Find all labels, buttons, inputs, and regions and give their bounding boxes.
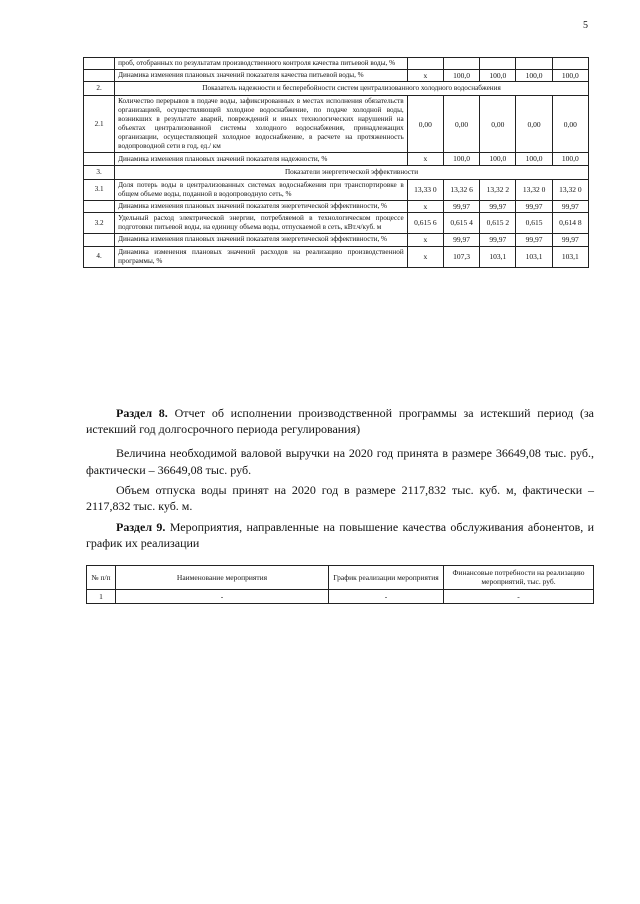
indicator-value: 99,97 xyxy=(443,234,479,246)
indicator-value: х xyxy=(407,70,443,82)
indicator-value: 100,0 xyxy=(516,153,552,165)
water-volume-paragraph: Объем отпуска воды принят на 2020 год в размере 2117,832 тыс. куб. м, фактически – 2117,832 тыс. куб. м. xyxy=(86,482,594,513)
section-9-label: Раздел 9. xyxy=(116,520,166,534)
indicator-description: Доля потерь воды в централизованных системах водоснабжения при транспортировке в общем объеме воды, поданной в водопроводную сеть, % xyxy=(115,179,408,200)
row-number xyxy=(84,70,115,82)
indicator-value: 0,615 4 xyxy=(443,213,479,234)
indicator-value xyxy=(516,58,552,70)
indicator-description: Динамика изменения плановых значений показателя качества питьевой воды, % xyxy=(115,70,408,82)
indicator-value: х xyxy=(407,234,443,246)
indicator-value: 0,00 xyxy=(407,96,443,153)
indicator-value: 13,32 6 xyxy=(443,179,479,200)
indicator-value: х xyxy=(407,200,443,212)
measures-header-row xyxy=(87,566,594,590)
section-9 xyxy=(86,519,594,551)
section-8-label: Раздел 8. xyxy=(116,406,168,420)
indicator-description: Количество перерывов в подаче воды, зафиксированных в местах исполнения обязательств организацией, осуществляющей холодное водоснабжение, по подаче холодной воды, возникших в результате аварий, повреждений и иных технологических нарушений на объектах централизованной системы холодного водоснабжения, принадлежащих организации, осуществляющей холодное водоснабжение, в расчете на протяженность водопроводной сети в год, ед./ км xyxy=(115,96,408,153)
section-9-heading xyxy=(86,519,594,551)
col-finance-header: Финансовые потребности на реализацию мероприятий, тыс. руб. xyxy=(444,566,594,590)
table-row xyxy=(84,70,589,82)
table-row xyxy=(84,246,589,267)
indicator-description: Динамика изменения плановых значений показателя энергетической эффективности, % xyxy=(115,234,408,246)
indicator-value: 0,615 xyxy=(516,213,552,234)
col-schedule-header: График реализации мероприятия xyxy=(329,566,444,590)
indicator-value: 0,615 2 xyxy=(480,213,516,234)
indicator-value: 0,00 xyxy=(516,96,552,153)
indicator-value: х xyxy=(407,246,443,267)
measures-table xyxy=(86,565,594,604)
indicator-value: 100,0 xyxy=(516,70,552,82)
indicator-value xyxy=(407,58,443,70)
section-8 xyxy=(86,405,594,514)
indicator-value xyxy=(480,58,516,70)
row-number: 3. xyxy=(84,165,115,179)
section-8-heading xyxy=(86,405,594,437)
indicator-value: 13,32 0 xyxy=(552,179,588,200)
indicator-value: 0,00 xyxy=(480,96,516,153)
indicator-value: 99,97 xyxy=(480,234,516,246)
table-row xyxy=(84,179,589,200)
table-section-row xyxy=(84,82,589,96)
col-number-header: № п/п xyxy=(87,566,116,590)
indicator-value: 103,1 xyxy=(552,246,588,267)
indicator-value: 107,3 xyxy=(443,246,479,267)
indicator-value xyxy=(552,58,588,70)
section-header-cell: Показатель надежности и бесперебойности систем централизованного холодного водоснабжения xyxy=(115,82,589,96)
row-number xyxy=(84,234,115,246)
indicator-value: 103,1 xyxy=(480,246,516,267)
indicator-value: 100,0 xyxy=(552,70,588,82)
table-row xyxy=(84,96,589,153)
table-row xyxy=(87,589,594,603)
table-row xyxy=(84,234,589,246)
indicator-value: 100,0 xyxy=(443,153,479,165)
indicator-value: 13,33 0 xyxy=(407,179,443,200)
page-number: 5 xyxy=(583,20,588,31)
indicator-value: 99,97 xyxy=(516,200,552,212)
indicator-value: 103,1 xyxy=(516,246,552,267)
indicator-description: Удельный расход электрической энергии, потребляемой в технологическом процессе подготовки питьевой воды, на единицу объема воды, отпускаемой в сеть, кВт.ч/куб. м xyxy=(115,213,408,234)
indicator-description: Динамика изменения плановых значений расходов на реализацию производственной программы, % xyxy=(115,246,408,267)
table-row xyxy=(84,58,589,70)
indicator-value: 0,615 6 xyxy=(407,213,443,234)
table-row xyxy=(84,200,589,212)
measure-name: - xyxy=(116,589,329,603)
row-number xyxy=(84,200,115,212)
indicator-description: Динамика изменения плановых значений показателя энергетической эффективности, % xyxy=(115,200,408,212)
indicator-value: 100,0 xyxy=(480,153,516,165)
indicator-value: 99,97 xyxy=(552,234,588,246)
measure-number: 1 xyxy=(87,589,116,603)
row-number: 2. xyxy=(84,82,115,96)
indicator-value: 100,0 xyxy=(443,70,479,82)
row-number: 4. xyxy=(84,246,115,267)
indicator-description: проб, отобранных по результатам производственного контроля качества питьевой воды, % xyxy=(115,58,408,70)
indicator-value: 100,0 xyxy=(480,70,516,82)
table-row xyxy=(84,153,589,165)
indicator-value: 13,32 2 xyxy=(480,179,516,200)
row-number xyxy=(84,58,115,70)
indicator-value: х xyxy=(407,153,443,165)
row-number: 3.2 xyxy=(84,213,115,234)
indicator-value: 99,97 xyxy=(516,234,552,246)
revenue-paragraph: Величина необходимой валовой выручки на 2020 год принята в размере 36649,08 тыс. руб., фактически – 36649,08 тыс. руб. xyxy=(86,446,594,477)
table-section-row xyxy=(84,165,589,179)
row-number xyxy=(84,153,115,165)
indicator-value: 0,614 8 xyxy=(552,213,588,234)
table-row xyxy=(84,213,589,234)
indicator-value: 99,97 xyxy=(552,200,588,212)
col-name-header: Наименование мероприятия xyxy=(116,566,329,590)
row-number: 2.1 xyxy=(84,96,115,153)
section-8-title: Отчет об исполнении производственной программы за истекший период (за истекший год долгосрочного периода регулирования) xyxy=(86,406,595,437)
indicator-value: 0,00 xyxy=(552,96,588,153)
indicators-table xyxy=(83,57,589,268)
indicator-value xyxy=(443,58,479,70)
measure-schedule: - xyxy=(329,589,444,603)
indicator-value: 0,00 xyxy=(443,96,479,153)
indicator-value: 13,32 0 xyxy=(516,179,552,200)
indicator-description: Динамика изменения плановых значений показателя надежности, % xyxy=(115,153,408,165)
indicator-value: 99,97 xyxy=(480,200,516,212)
indicator-value: 99,97 xyxy=(443,200,479,212)
section-9-title: Мероприятия, направленные на повышение качества обслуживания абонентов, и график их реализации xyxy=(86,520,595,551)
row-number: 3.1 xyxy=(84,179,115,200)
indicator-value: 100,0 xyxy=(552,153,588,165)
measure-finance: - xyxy=(444,589,594,603)
section-header-cell: Показатели энергетической эффективности xyxy=(115,165,589,179)
